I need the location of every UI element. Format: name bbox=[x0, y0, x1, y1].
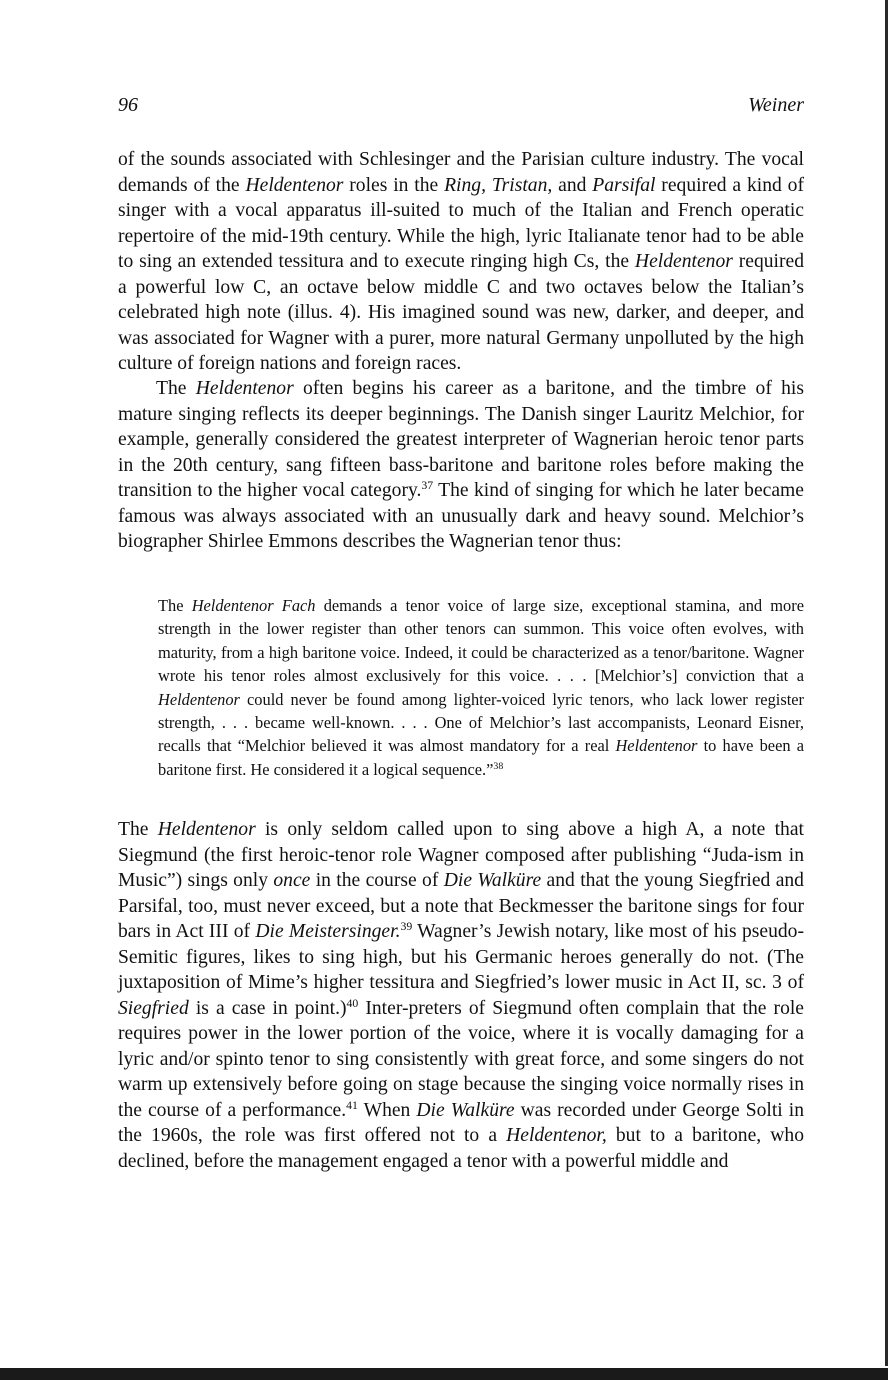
text-run: often begins his career as a baritone, and the timbre of his mature singing reflects its deeper beginnings. The Danish singer Lauritz Melchior, for example, generally considered the greatest interpreter of Wagnerian heroic tenor parts in the 20th century, sang fifteen bass-baritone and baritone roles before making the transition to the higher vocal category. bbox=[118, 378, 804, 501]
block-quotation bbox=[158, 594, 804, 781]
text-run: demands a tenor voice of large size, exceptional stamina, and more strength in the lower register than other tenors can summon. This voice often evolves, with maturity, from a high baritone voice. Indeed, it could be characterized as a tenor/baritone. Wagner wrote his tenor roles almost exclusively for this voice. . . . [Melchior’s] conviction that a bbox=[158, 596, 804, 686]
text-run: was recorded under George Solti in the 1960s, the role was first offered not to a bbox=[118, 1099, 805, 1146]
footnote-ref-39: 39 bbox=[400, 919, 413, 933]
text-run: of the sounds associated with Schlesinger and the Parisian culture industry. The vocal demands of the bbox=[118, 149, 804, 196]
text-run: Wagner’s Jewish notary, like most of his pseudo-Semitic figures, likes to sing high, but his Germanic heroes generally do not. (The juxtaposition of Mime’s higher tessitura and Siegfried’s lower music in Act II, sc. 3 of bbox=[118, 921, 804, 993]
paragraph-3 bbox=[118, 817, 804, 1174]
italic-title: Die Walküre bbox=[443, 870, 542, 891]
page-number: 96 bbox=[118, 94, 138, 116]
page-header bbox=[118, 94, 804, 122]
italic-term: Heldentenor, bbox=[506, 1125, 607, 1146]
text-run: The bbox=[156, 378, 196, 399]
text-run: is a case in point.) bbox=[188, 997, 347, 1019]
footnote-ref-37: 37 bbox=[421, 478, 434, 492]
italic-title: Parsifal bbox=[592, 174, 656, 196]
text-run: required a powerful low C, an octave below middle C and two octaves below the Italian’s celebrated high note (illus. 4). His imagined sound was new, darker, and deeper, and was associated for Wagner with a purer, more natural Germany unpolluted by the high culture of foreign nations and foreign races. bbox=[118, 251, 805, 374]
paragraph-2 bbox=[118, 376, 804, 555]
text-run: and that the young Siegfried and Parsifal, too, must never exceed, but a note that Beckmesser the baritone sings for four bars in Act III of bbox=[118, 870, 804, 942]
running-head-author: Weiner bbox=[748, 94, 804, 116]
text-run: The bbox=[118, 819, 158, 840]
text-run: The kind of singing for which he later became famous was always associated with an unusually dark and heavy sound. Melchior’s biographer Shirlee Emmons describes the Wagnerian tenor thus: bbox=[118, 480, 804, 552]
italic-emphasis: once bbox=[273, 870, 311, 891]
footnote-ref-41: 41 bbox=[346, 1098, 358, 1112]
italic-term: Heldentenor bbox=[158, 689, 240, 709]
scan-bottom-edge bbox=[0, 1368, 888, 1380]
italic-title: Die Meistersinger. bbox=[255, 921, 401, 942]
text-run: to have been a baritone first. He considered it a logical sequence.” bbox=[158, 736, 805, 779]
text-run: When bbox=[357, 1099, 417, 1121]
text-run: required a kind of singer with a vocal apparatus ill-suited to much of the Italian and French operatic repertoire of the mid-19th century. While the high, lyric Italianate tenor had to be able to sing an extended tessitura and to execute ringing high Cs, the bbox=[118, 174, 804, 272]
italic-term: Heldentenor bbox=[157, 819, 256, 840]
italic-term: Heldentenor bbox=[245, 174, 344, 196]
text-run: could never be found among lighter-voiced lyric tenors, who lack lower register strength, . . . became well-known. . . . One of Melchior’s last accompanists, Leonard Eisner, recalls that “Melchior believed it was almost mandatory for a real bbox=[158, 689, 804, 756]
text-run: Inter-preters of Siegmund often complain that the role requires power in the lower portion of the voice, where it is vocally damaging for a lyric and/or spinto tenor to sing consistently with great force, and some singers do not warm up extensively before going on stage because the singing voice normally rises in the course of a performance. bbox=[118, 997, 805, 1121]
italic-term: Heldentenor Fach bbox=[191, 596, 316, 615]
text-run: roles in the bbox=[343, 174, 445, 196]
italic-title: Siegfried bbox=[118, 997, 189, 1019]
text-run: but to a baritone, who declined, before the management engaged a tenor with a powerful middle and bbox=[118, 1125, 804, 1172]
italic-term: Heldentenor bbox=[634, 251, 733, 272]
text-run: in the course of bbox=[310, 870, 444, 891]
italic-term: Heldentenor bbox=[615, 736, 698, 756]
italic-title: Die Walküre bbox=[416, 1099, 515, 1121]
italic-title: Ring, Tristan, bbox=[444, 174, 553, 196]
italic-term: Heldentenor bbox=[195, 378, 294, 399]
text-run: and bbox=[552, 174, 593, 196]
text-run: The bbox=[158, 596, 192, 615]
text-run: is only seldom called upon to sing above a high A, a note that Siegmund (the first heroic-tenor role Wagner composed after publishing “Juda-ism in Music”) sings only bbox=[118, 819, 804, 891]
footnote-ref-40: 40 bbox=[346, 996, 359, 1010]
paragraph-1 bbox=[118, 147, 804, 377]
footnote-ref-38: 38 bbox=[493, 760, 504, 772]
